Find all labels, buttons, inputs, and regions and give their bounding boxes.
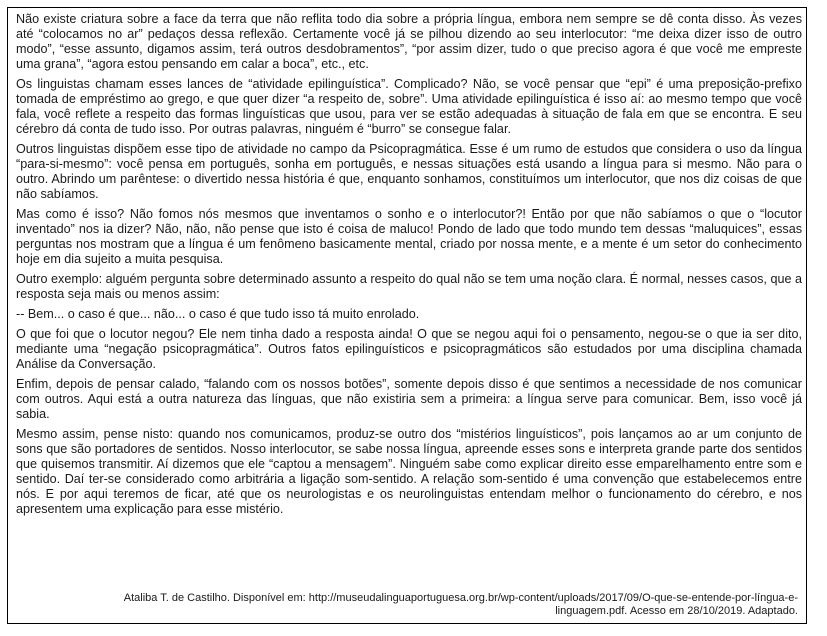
paragraph-3: Outros linguistas dispõem esse tipo de atividade no campo da Psicopragmática. Esse é um rumo de estudos que considera o uso da língua “para-si-mesmo”: você pensa em português, sonha em português, e nessas situações está usando a língua para si mesmo. Não para o outro. Abrindo um parêntese: o divertido nessa história é que, enquanto sonhamos, constituímos um interlocutor, que nos diz coisas de que não sabíamos.	[16, 142, 802, 201]
source-line-2: linguagem.pdf. Acesso em 28/10/2019. Adaptado.	[555, 605, 798, 617]
article-body	[16, 12, 802, 522]
dialog-line: -- Bem... o caso é que... não... o caso é que tudo isso tá muito enrolado.	[16, 307, 420, 321]
source-citation	[38, 592, 798, 618]
paragraph-8: Mesmo assim, pense nisto: quando nos comunicamos, produz-se outro dos “mistérios linguísticos”, pois lançamos ao ar um conjunto de sons que são portadores de sentidos. Nosso interlocutor, se sabe nossa língua, apreende esses sons e interpreta grande parte dos sentidos que quisemos transmitir. Aí dizemos que ele “captou a mensagem”. Ninguém sabe como explicar direito esse emparelhamento entre som e sentido. Daí ter-se considerado como arbitrária a ligação som-sentido. A relação som-sentido é uma convenção que estabelecemos entre nós. E por aqui teremos de ficar, até que os neurologistas e os neurolinguistas entendam melhor o funcionamento do cérebro, e nos apresentem uma explicação para esse mistério.	[16, 427, 802, 516]
paragraph-4: Mas como é isso? Não fomos nós mesmos que inventamos o sonho e o interlocutor?! Então por que não sabíamos o que o “locutor inventado” nos ia dizer? Não, não, não pense que isto é coisa de maluco! Pondo de lado que todo mundo tem dessas “maluquices”, essas perguntas nos mostram que a língua é um fenômeno basicamente mental, criado por nossa mente, e a mente é um setor do conhecimento hoje em dia sujeito a muita pesquisa.	[16, 207, 802, 266]
paragraph-6: O que foi que o locutor negou? Ele nem tinha dado a resposta ainda! O que se negou aqui foi o pensamento, negou-se o que ia ser dito, mediante uma “negação psicopragmática”. Outros fatos epilinguísticos e psicopragmáticos são estudados por uma disciplina chamada Análise da Conversação.	[16, 327, 802, 371]
paragraph-7: Enfim, depois de pensar calado, “falando com os nossos botões”, somente depois disso é que sentimos a necessidade de nos comunicar com outros. Aqui está a outra natureza das línguas, que não existiria sem a primeira: a língua serve para comunicar. Bem, isso você já sabia.	[16, 377, 802, 421]
paragraph-2: Os linguistas chamam esses lances de “atividade epilinguística”. Complicado? Não, se você pensar que “epi” é uma preposição-prefixo tomada de empréstimo ao grego, e que quer dizer “a respeito de, sobre”. Uma atividade epilinguística é isso aí: ao mesmo tempo que você fala, você reflete a respeito das formas linguísticas que usou, para ver se estão adequadas à situação de fala em que se encontra. E seu cérebro dá conta de tudo isso. Por outras palavras, ninguém é “burro” se consegue falar.	[16, 77, 802, 136]
source-line-1: Ataliba T. de Castilho. Disponível em: http://museudalinguaportuguesa.org.br/wp-content/uploads/2017/09/O-que-se-entende-por-língua-e-	[123, 592, 798, 604]
text-frame	[7, 7, 807, 624]
paragraph-1: Não existe criatura sobre a face da terra que não reflita todo dia sobre a própria língua, embora nem sempre se dê conta disso. Às vezes até “colocamos no ar” pedaços dessa reflexão. Certamente você já se pilhou dizendo ao seu interlocutor: “me deixa dizer isso de outro modo”, “esse assunto, digamos assim, terá outros desdobramentos”, “por assim dizer, tudo o que preciso agora é que você me empreste uma grana”, “agora estou pensando em calar a boca”, etc., etc.	[16, 12, 802, 71]
paragraph-5: Outro exemplo: alguém pergunta sobre determinado assunto a respeito do qual não se tem uma noção clara. É normal, nesses casos, que a resposta seja mais ou menos assim:	[16, 272, 802, 301]
